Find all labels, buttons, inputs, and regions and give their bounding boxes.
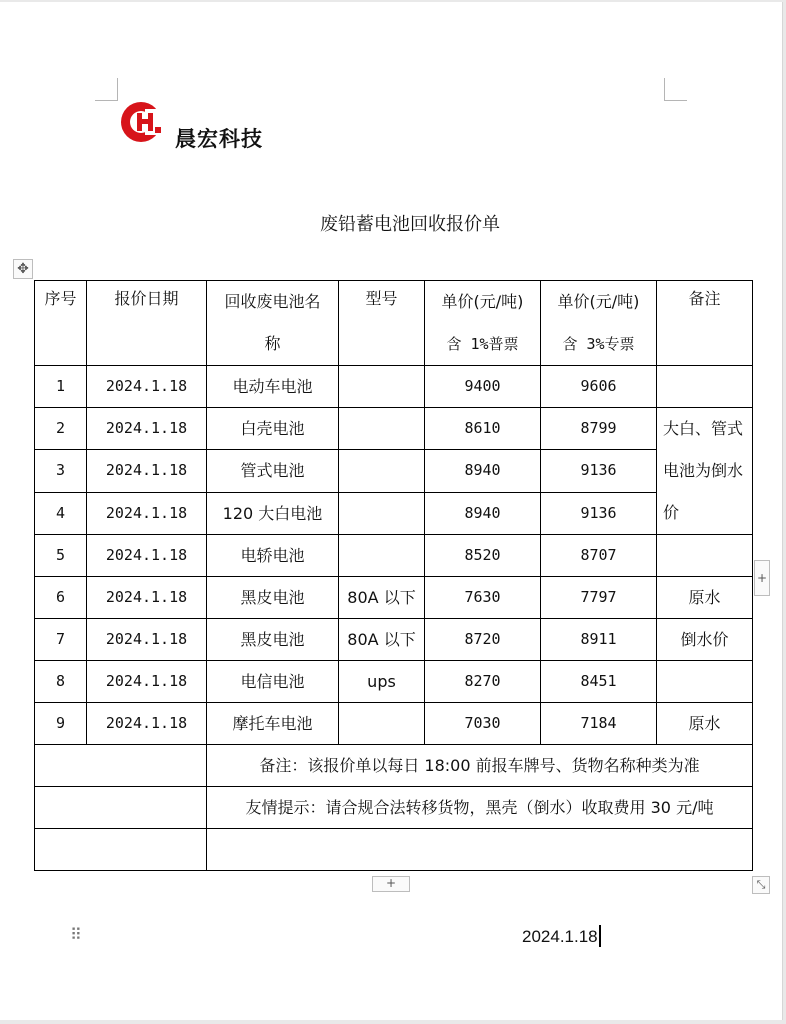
cell-price-1: 8720 [425, 619, 541, 661]
cell-no: 5 [35, 535, 87, 577]
header-price-2-line2: 含 3%专票 [562, 335, 635, 353]
tip-row-empty-cell [35, 787, 207, 829]
table-row [35, 408, 753, 450]
cell-remark-merged: 大白、管式电池为倒水价 [657, 408, 753, 535]
cell-model: 80A 以下 [339, 577, 425, 619]
cell-price-2: 8707 [541, 535, 657, 577]
cell-model [339, 366, 425, 408]
cell-model [339, 450, 425, 492]
table-row [35, 577, 753, 619]
table-header-row [35, 281, 753, 366]
add-column-icon[interactable]: + [754, 560, 770, 596]
cell-model [339, 703, 425, 745]
cell-battery-name: 电轿电池 [207, 535, 339, 577]
cell-price-2: 9136 [541, 450, 657, 492]
table-row [35, 619, 753, 661]
cell-price-1: 8940 [425, 450, 541, 492]
note-text: 备注：该报价单以每日 18:00 前报车牌号、货物名称种类为准 [207, 745, 753, 787]
cell-no: 7 [35, 619, 87, 661]
table-move-icon[interactable]: ✥ [13, 259, 33, 279]
cell-price-1: 7630 [425, 577, 541, 619]
document-title: 废铅蓄电池回收报价单 [320, 214, 500, 235]
cell-price-1: 8610 [425, 408, 541, 450]
cell-model [339, 408, 425, 450]
table-row [35, 661, 753, 703]
cell-battery-name: 管式电池 [207, 450, 339, 492]
cell-battery-name: 电信电池 [207, 661, 339, 703]
cell-model [339, 535, 425, 577]
cell-date: 2024.1.18 [87, 408, 207, 450]
cell-price-1: 8940 [425, 492, 541, 534]
cell-no: 3 [35, 450, 87, 492]
cell-battery-name: 白壳电池 [207, 408, 339, 450]
cell-model: ups [339, 661, 425, 703]
cell-price-2: 8451 [541, 661, 657, 703]
blank-row [35, 829, 753, 871]
note-row [35, 745, 753, 787]
cell-battery-name: 黑皮电池 [207, 577, 339, 619]
header-no: 序号 [35, 281, 87, 366]
cell-price-2: 7184 [541, 703, 657, 745]
cell-date: 2024.1.18 [87, 619, 207, 661]
margin-mark-top-left [95, 78, 118, 101]
cell-price-2: 9606 [541, 366, 657, 408]
cell-battery-name: 摩托车电池 [207, 703, 339, 745]
cell-remark [657, 366, 753, 408]
cell-no: 1 [35, 366, 87, 408]
header-model: 型号 [339, 281, 425, 366]
cell-remark: 原水 [657, 577, 753, 619]
cell-battery-name: 黑皮电池 [207, 619, 339, 661]
quote-table [34, 280, 753, 871]
note-row-empty-cell [35, 745, 207, 787]
cell-date: 2024.1.18 [87, 450, 207, 492]
margin-mark-top-right [664, 78, 687, 101]
company-name: 晨宏科技 [175, 127, 263, 151]
table-row [35, 703, 753, 745]
header-price-1-line2: 含 1%普票 [446, 335, 519, 353]
cell-no: 6 [35, 577, 87, 619]
cell-price-2: 8799 [541, 408, 657, 450]
tip-row [35, 787, 753, 829]
paragraph-drag-icon[interactable]: ⠿ [70, 925, 82, 944]
cell-date: 2024.1.18 [87, 535, 207, 577]
cell-date: 2024.1.18 [87, 492, 207, 534]
cell-battery-name: 电动车电池 [207, 366, 339, 408]
cell-price-1: 8520 [425, 535, 541, 577]
table-row [35, 535, 753, 577]
cell-price-1: 9400 [425, 366, 541, 408]
cell-remark: 倒水价 [657, 619, 753, 661]
cell-model [339, 492, 425, 534]
header-battery-name [207, 281, 339, 366]
cell-no: 2 [35, 408, 87, 450]
cell-remark [657, 661, 753, 703]
header-price-2-line1: 单价(元/吨) [557, 292, 640, 311]
cell-remark: 原水 [657, 703, 753, 745]
cell-date: 2024.1.18 [87, 661, 207, 703]
cell-price-2: 9136 [541, 492, 657, 534]
footer-date-text: 2024.1.18 [522, 927, 598, 946]
blank-row-cell-right[interactable] [207, 829, 753, 871]
cell-battery-name: 120 大白电池 [207, 492, 339, 534]
header-date: 报价日期 [87, 281, 207, 366]
tip-text: 友情提示：请合规合法转移货物，黑壳（倒水）收取费用 30 元/吨 [207, 787, 753, 829]
cell-price-2: 8911 [541, 619, 657, 661]
table-row [35, 492, 753, 534]
cell-price-1: 8270 [425, 661, 541, 703]
cell-no: 4 [35, 492, 87, 534]
cell-date: 2024.1.18 [87, 703, 207, 745]
text-cursor [599, 925, 601, 947]
header-battery-name-line1: 回收废电池名 [224, 292, 321, 311]
cell-model: 80A 以下 [339, 619, 425, 661]
add-row-icon[interactable]: + [372, 876, 410, 892]
cell-date: 2024.1.18 [87, 366, 207, 408]
table-resize-icon[interactable]: ⤡ [752, 876, 770, 894]
cell-remark [657, 535, 753, 577]
cell-date: 2024.1.18 [87, 577, 207, 619]
cell-no: 9 [35, 703, 87, 745]
cell-price-1: 7030 [425, 703, 541, 745]
header-price-1 [425, 281, 541, 366]
blank-row-cell-left[interactable] [35, 829, 207, 871]
header-price-1-line1: 单价(元/吨) [441, 292, 524, 311]
logo-mark-icon [117, 99, 173, 145]
table-row [35, 450, 753, 492]
cell-no: 8 [35, 661, 87, 703]
header-remark: 备注 [657, 281, 753, 366]
header-price-2 [541, 281, 657, 366]
footer-date[interactable] [522, 925, 601, 947]
table-row [35, 366, 753, 408]
header-battery-name-line2: 称 [264, 334, 281, 353]
cell-price-2: 7797 [541, 577, 657, 619]
